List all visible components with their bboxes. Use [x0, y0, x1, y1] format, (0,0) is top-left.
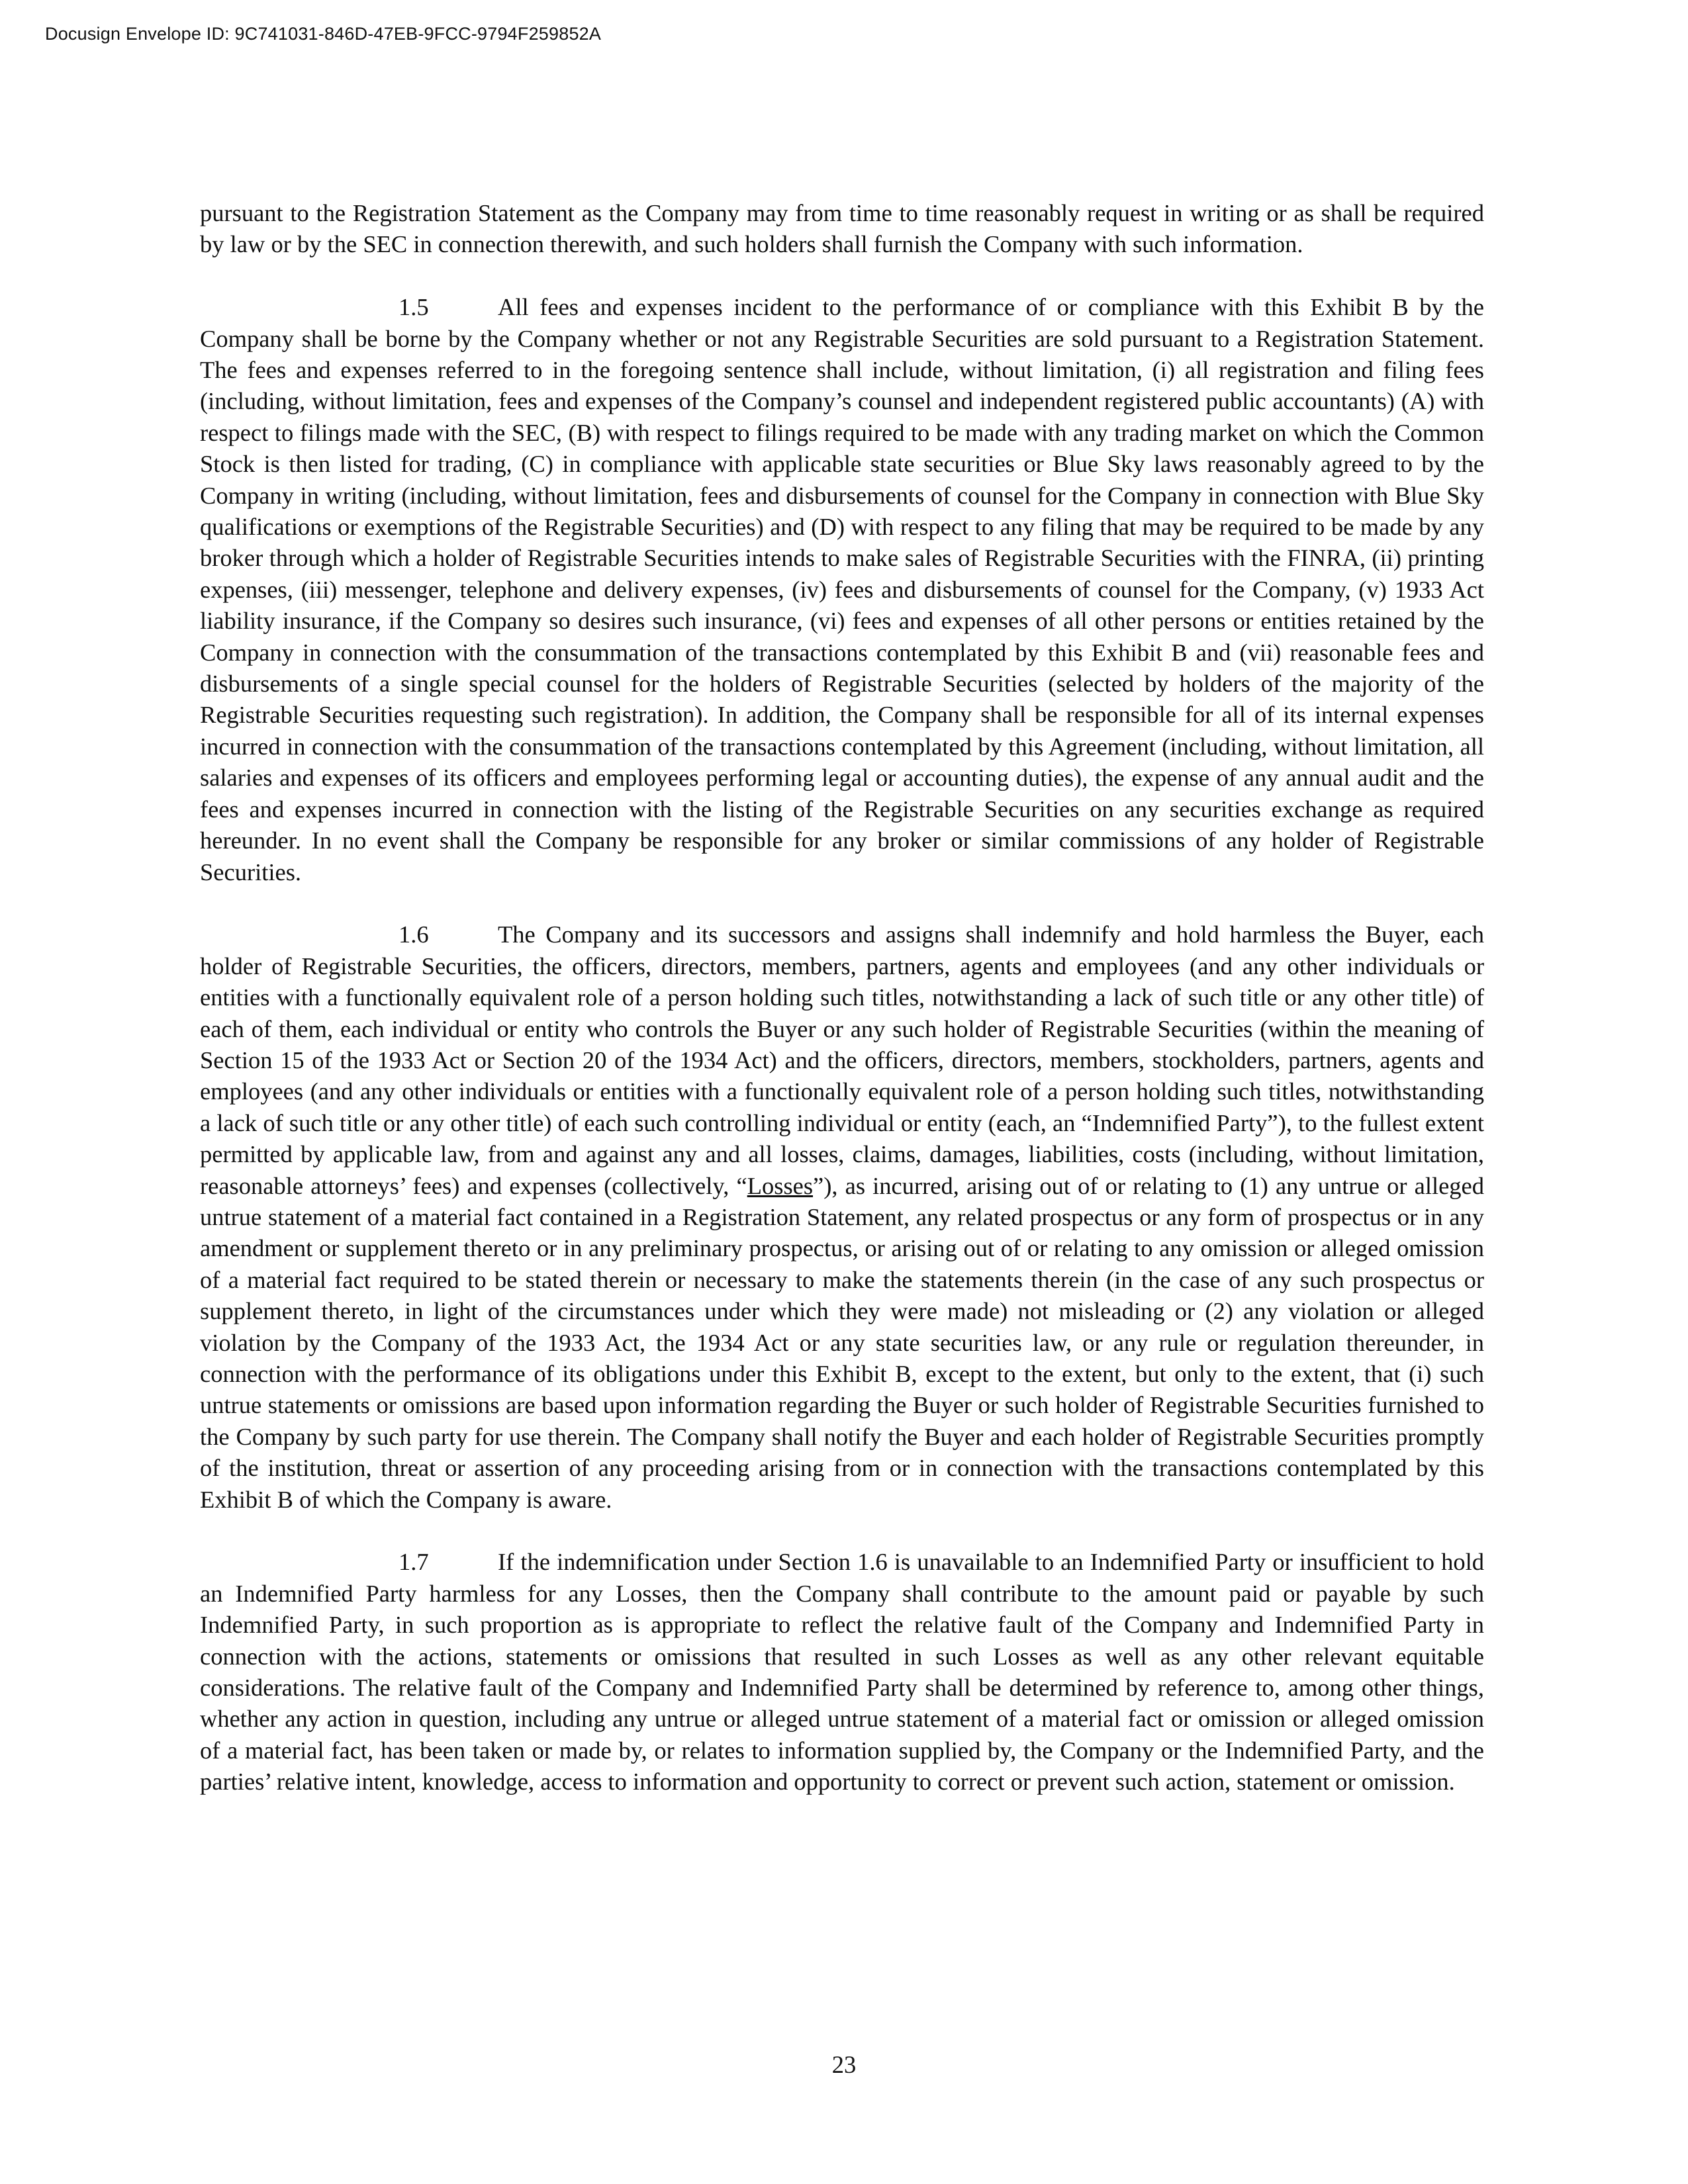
intro-paragraph: pursuant to the Registration Statement as the Company may from time to time reasonably request in writing or as shall be required by law or by the SEC in connection therewith, and such holders shall furnish the Company with such information. [200, 199, 1484, 258]
page-number: 23 [831, 2051, 857, 2078]
defined-term-losses: Losses [747, 1171, 814, 1199]
section-1-5-paragraph [200, 291, 1484, 887]
section-text-continued: ”), as incurred, arising out of or relating to (1) any untrue or alleged untrue statement of a material fact contained in a Registration Statement, any related prospectus or any form of prospectus or in any amendment or supplement thereto or in any preliminary prospectus, or arising out of or relating to any omission or alleged omission of a material fact required to be stated therein or necessary to make the statements therein (in the case of any such prospectus or supplement thereto, in light of the circumstances under which they were made) not misleading or (2) any violation or alleged violation by the Company of the 1933 Act, the 1934 Act or any state securities law, or any rule or regulation thereunder, in connection with the performance of its obligations under this Exhibit B, except to the extent, but only to the extent, that (i) such untrue statements or omissions are based upon information regarding the Buyer or such holder of Registrable Securities furnished to the Company by such party for use therein. The Company shall notify the Buyer and each holder of Registrable Securities promptly of the institution, threat or assertion of any proceeding arising from or in connection with the transactions contemplated by this Exhibit B of which the Company is aware. [200, 1171, 1485, 1513]
docusign-envelope-id: Docusign Envelope ID: 9C741031-846D-47EB-9FCC-9794F259852A [45, 24, 602, 44]
section-text: All fees and expenses incident to the performance of or compliance with this Exhibit B by the Company shall be borne by the Company whether or not any Registrable Securities are sold pursuant to a Registration Statement. The fees and expenses referred to in the foregoing sentence shall include, without limitation, (i) all registration and filing fees (including, without limitation, fees and expenses of the Company’s counsel and independent registered public accountants) (A) with respect to filings made with the SEC, (B) with respect to filings required to be made with any trading market on which the Common Stock is then listed for trading, (C) in compliance with applicable state securities or Blue Sky laws reasonably agreed to by the Company in writing (including, without limitation, fees and disbursements of counsel for the Company in connection with Blue Sky qualifications or exemptions of the Registrable Securities) and (D) with respect to any filing that may be required to be made by any broker through which a holder of Registrable Securities intends to make sales of Registrable Securities with the FINRA, (ii) printing expenses, (iii) messenger, telephone and delivery expenses, (iv) fees and disbursements of counsel for the Company, (v) 1933 Act liability insurance, if the Company so desires such insurance, (vi) fees and expenses of all other persons or entities retained by the Company in connection with the consummation of the transactions contemplated by this Exhibit B and (vii) reasonable fees and disbursements of a single special counsel for the holders of Registrable Securities (selected by holders of the majority of the Registrable Securities requesting such registration). In addition, the Company shall be responsible for all of its internal expenses incurred in connection with the consummation of the transactions contemplated by this Agreement (including, without limitation, all salaries and expenses of its officers and employees performing legal or accounting duties), the expense of any annual audit and the fees and expenses incurred in connection with the listing of the Registrable Securities on any securities exchange as required hereunder. In no event shall the Company be responsible for any broker or similar commissions of any holder of Registrable Securities. [200, 293, 1484, 886]
section-1-7-paragraph [200, 1546, 1484, 1797]
section-text: The Company and its successors and assigns shall indemnify and hold harmless the Buyer, each holder of Registrable Securities, the officers, directors, members, partners, agents and employees (and any other individuals or entities with a functionally equivalent role of a person holding such titles, notwithstanding a lack of such title or any other title) of each of them, each individual or entity who controls the Buyer or any such holder of Registrable Securities (within the meaning of Section 15 of the 1933 Act or Section 20 of the 1934 Act) and the officers, directors, members, stockholders, partners, agents and employees (and any other individuals or entities with a functionally equivalent role of a person holding such titles, notwithstanding a lack of such title or any other title) of each such controlling individual or entity (each, an “Indemnified Party”), to the fullest extent permitted by applicable law, from and against any and all losses, claims, damages, liabilities, costs (including, without limitation, reasonable attorneys’ fees) and expenses (collectively, “ [200, 921, 1484, 1199]
section-number: 1.6 [399, 921, 429, 948]
section-1-6-paragraph [200, 919, 1484, 1515]
section-number: 1.5 [399, 293, 429, 321]
document-body [200, 197, 1484, 1797]
section-number: 1.7 [399, 1548, 429, 1576]
section-text: If the indemnification under Section 1.6 is unavailable to an Indemnified Party or insufficient to hold an Indemnified Party harmless for any Losses, then the Company shall contribute to the amount paid or payable by such Indemnified Party, in such proportion as is appropriate to reflect the relative fault of the Company and Indemnified Party in connection with the actions, statements or omissions that resulted in such Losses as well as any other relevant equitable considerations. The relative fault of the Company and Indemnified Party shall be determined by reference to, among other things, whether any action in question, including any untrue or alleged untrue statement of a material fact or omission or alleged omission of a material fact, has been taken or made by, or relates to information supplied by, the Company or the Indemnified Party, and the parties’ relative intent, knowledge, access to information and opportunity to correct or prevent such action, statement or omission. [200, 1548, 1484, 1796]
